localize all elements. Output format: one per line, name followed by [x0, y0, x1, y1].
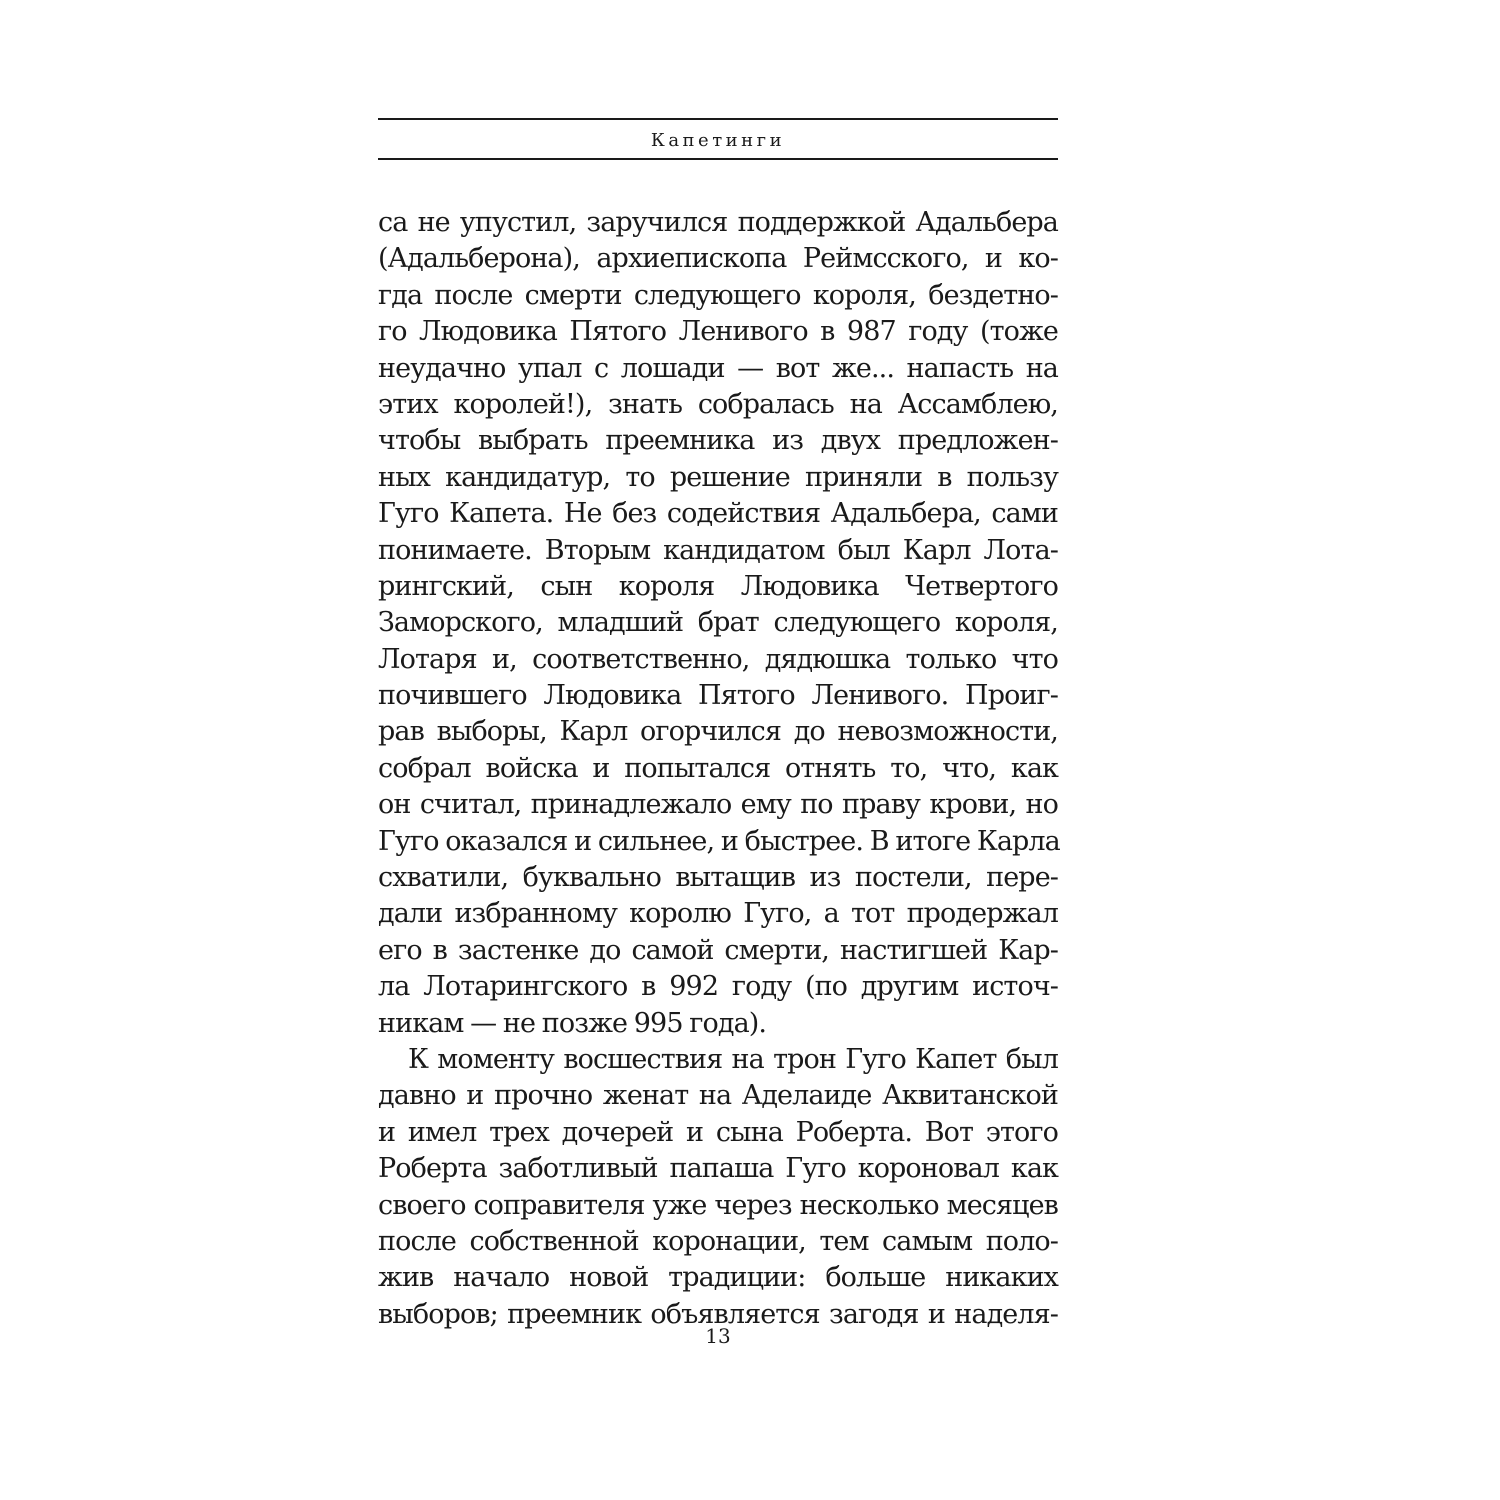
paragraph-2	[378, 1042, 1058, 1333]
text-line: гда после смерти следующего короля, бездетно-	[378, 279, 1058, 311]
text-line: Роберта заботливый папаша Гуго короновал как	[378, 1153, 1058, 1185]
text-line: рав выборы, Карл огорчился до невозможности,	[378, 716, 1058, 748]
text-line: Гуго оказался и сильнее, и быстрее. В итоге Карла	[378, 825, 1060, 857]
text-line: неудачно упал с лошади — вот же... напасть на	[378, 352, 1058, 384]
text-line: собрал войска и попытался отнять то, что, как	[378, 752, 1058, 784]
text-line: выборов; преемник объявляется загодя и наделя-	[378, 1298, 1058, 1330]
text-line: ных кандидатур, то решение приняли в пользу	[378, 461, 1058, 493]
text-line: са не упустил, заручился поддержкой Адальбера	[378, 207, 1058, 238]
text-line: Гуго Капета. Не без содействия Адальбера, сами	[378, 498, 1058, 530]
text-line: никам — не позже 995 года).	[378, 1007, 767, 1039]
text-line: почившего Людовика Пятого Ленивого. Проиг-	[378, 680, 1058, 712]
text-line: он считал, принадлежало ему по праву крови, но	[378, 789, 1058, 821]
text-line: и имел трех дочерей и сына Роберта. Вот этого	[378, 1116, 1058, 1148]
text-line: (Адальберона), архиепископа Реймсского, и ко-	[378, 243, 1058, 275]
text-line: К моменту восшествия на трон Гуго Капет был	[408, 1043, 1058, 1075]
paragraph-1	[378, 205, 1058, 1042]
running-head: Капетинги	[650, 130, 786, 151]
text-line: го Людовика Пятого Ленивого в 987 году (тоже	[378, 316, 1058, 348]
text-line: понимаете. Вторым кандидатом был Карл Лота-	[378, 534, 1058, 566]
text-line: его в застенке до самой смерти, настигшей Кар-	[378, 934, 1058, 966]
text-line: чтобы выбрать преемника из двух предложен-	[378, 425, 1058, 457]
page-number: 13	[705, 1324, 731, 1348]
text-line: жив начало новой традиции: больше никаких	[378, 1262, 1058, 1294]
header-rule-top	[378, 118, 1058, 120]
text-line: этих королей!), знать собралась на Ассамблею,	[378, 388, 1058, 420]
header-rule-bottom	[378, 158, 1058, 160]
text-line: Лотаря и, соответственно, дядюшка только что	[378, 643, 1058, 675]
text-line: ла Лотарингского в 992 году (по другим источ-	[378, 971, 1058, 1003]
text-line: своего соправителя уже через несколько месяцев	[378, 1189, 1058, 1221]
body-text	[378, 205, 1058, 1333]
text-line: Заморского, младший брат следующего короля,	[378, 607, 1058, 639]
text-line: схватили, буквально вытащив из постели, пере-	[378, 862, 1058, 894]
text-line: дали избранному королю Гуго, а тот продержал	[378, 898, 1058, 930]
text-line: давно и прочно женат на Аделаиде Аквитанской	[378, 1080, 1058, 1112]
text-line: рингский, сын короля Людовика Четвертого	[378, 570, 1058, 602]
text-line: после собственной коронации, тем самым поло-	[378, 1225, 1058, 1257]
